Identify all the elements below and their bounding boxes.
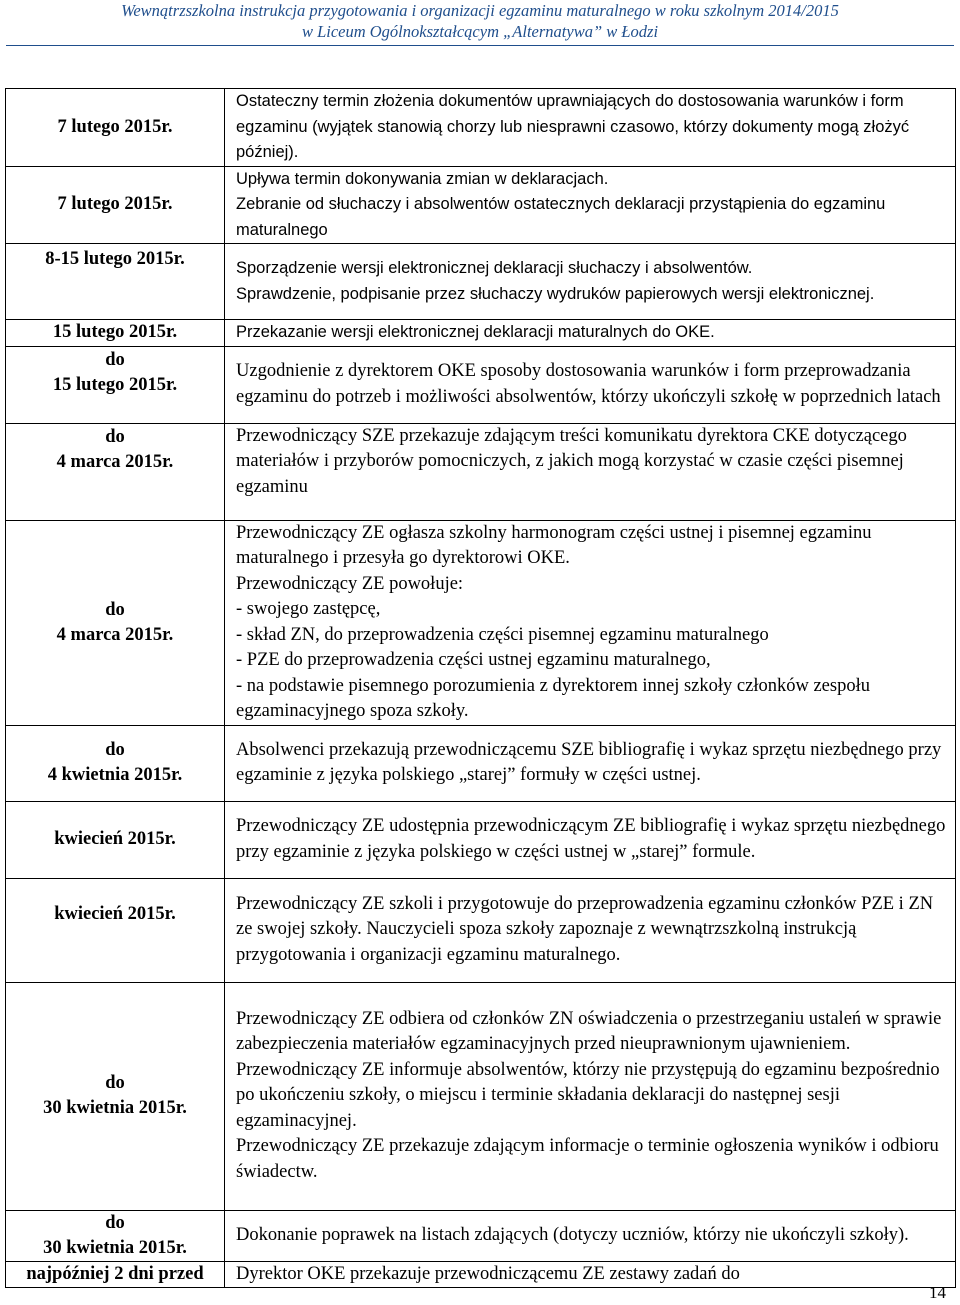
date-line: 8-15 lutego 2015r. xyxy=(45,249,185,269)
description-line: Przewodniczący ZE szkoli i przygotowuje do przeprowadzenia egzaminu członków PZE i ZN ze swojej szkoły. Nauczycieli spoza szkoły zapoznaje z wewnątrzszkolną instrukcją przygotowania i organizacji egzaminu maturalnego. xyxy=(236,893,934,965)
description-line: Przewodniczący ZE informuje absolwentów, którzy nie przystępują do egzaminu bezpośrednio po ukończeniu szkoły, o miejscu i terminie składania deklaracji do następnej sesji egzaminacyjnej. xyxy=(236,1059,940,1131)
description-line: - skład ZN, do przeprowadzenia części pisemnej egzaminu maturalnego xyxy=(236,624,769,645)
table-row xyxy=(6,520,956,725)
date-line: do xyxy=(105,349,125,370)
date-cell xyxy=(6,878,225,982)
description-cell xyxy=(225,1210,956,1261)
date-line: do xyxy=(105,426,125,447)
schedule-table xyxy=(5,88,956,1288)
date-line: 7 lutego 2015r. xyxy=(57,194,173,215)
page-number: 14 xyxy=(929,1283,946,1302)
description-line: Zebranie od słuchaczy i absolwentów ostatecznych deklaracji przystąpienia do egzaminu maturalnego xyxy=(236,195,886,239)
date-cell xyxy=(6,1210,225,1261)
date-line: do xyxy=(105,599,125,620)
description-line: Upływa termin dokonywania zmian w deklaracjach. xyxy=(236,169,609,188)
date-line: 4 marca 2015r. xyxy=(56,451,174,472)
table-row xyxy=(6,320,956,347)
description-cell xyxy=(225,520,956,725)
description-cell xyxy=(225,801,956,878)
date-line: 30 kwietnia 2015r. xyxy=(43,1237,187,1258)
table-row xyxy=(6,346,956,423)
description-line: - PZE do przeprowadzenia części ustnej egzaminu maturalnego, xyxy=(236,650,711,670)
table-row xyxy=(6,801,956,878)
date-line: do xyxy=(105,1073,125,1093)
header-divider xyxy=(6,45,954,46)
table-row xyxy=(6,423,956,520)
description-line: Uzgodnienie z dyrektorem OKE sposoby dostosowania warunków i form przeprowadzania egzaminu do potrzeb i możliwości absolwentów, którzy ukończyli szkołę w poprzednich latach xyxy=(236,361,941,407)
description-line: Absolwenci przekazują przewodniczącemu SZE bibliografię i wykaz sprzętu niezbędnego przy egzaminie z języka polskiego „starej” formuły w części ustnej. xyxy=(236,739,942,785)
date-cell xyxy=(6,320,225,347)
description-line: Przewodniczący ZE udostępnia przewodniczącym ZE bibliografię i wykaz sprzętu niezbędnego przy egzaminie z języka polskiego w części ustnej w „starej” formule. xyxy=(236,816,946,862)
description-line: Sporządzenie wersji elektronicznej deklaracji słuchaczy i absolwentów. xyxy=(236,259,753,277)
date-cell xyxy=(6,89,225,167)
description-line: Przewodniczący SZE przekazuje zdającym treści komunikatu dyrektora CKE dotyczącego materiałów i przyborów pomocniczych, z jakich mogą korzystać w czasie części pisemnej egzaminu xyxy=(236,425,907,497)
date-cell xyxy=(6,520,225,725)
page-header xyxy=(0,0,960,42)
description-line: - swojego zastępcę, xyxy=(236,599,381,619)
table-row xyxy=(6,1210,956,1261)
description-line: Przewodniczący ZE powołuje: xyxy=(236,573,464,594)
table-row xyxy=(6,1261,956,1288)
description-line: Przewodniczący ZE ogłasza szkolny harmonogram części ustnej i pisemnej egzaminu maturalnego i przesyła go dyrektorowi OKE. xyxy=(236,522,872,568)
table-row xyxy=(6,89,956,167)
date-line: 4 marca 2015r. xyxy=(56,624,174,645)
date-line: 4 kwietnia 2015r. xyxy=(47,765,183,785)
description-line: Przewodniczący ZE odbiera od członków ZN oświadczenia o przestrzeganiu ustaleń w sprawie zabezpieczenia materiałów egzaminacyjnych przed nieuprawnionym ujawnieniem. xyxy=(236,1008,942,1055)
description-line: Przewodniczący ZE przekazuje zdającym informacje o terminie ogłoszenia wyników i odbioru świadectw. xyxy=(236,1136,939,1182)
date-line: 15 lutego 2015r. xyxy=(52,322,178,343)
date-cell xyxy=(6,982,225,1210)
table-row xyxy=(6,982,956,1210)
date-line: 30 kwietnia 2015r. xyxy=(43,1098,187,1118)
date-line: kwiecień 2015r. xyxy=(54,829,176,849)
date-cell xyxy=(6,1261,225,1288)
description-line: Dokonanie poprawek na listach zdających (dotyczy uczniów, którzy nie ukończyli szkoły). xyxy=(236,1224,909,1245)
date-cell xyxy=(6,801,225,878)
description-cell xyxy=(225,89,956,167)
description-cell xyxy=(225,166,956,244)
date-line: do xyxy=(105,740,125,760)
description-cell xyxy=(225,346,956,423)
header-title-line2: w Liceum Ogólnokształcącym „Alternatywa” w Łodzi xyxy=(301,22,659,41)
date-cell xyxy=(6,244,225,320)
description-cell xyxy=(225,423,956,520)
date-line: 7 lutego 2015r. xyxy=(57,116,173,137)
date-cell xyxy=(6,725,225,801)
description-line: Dyrektor OKE przekazuje przewodniczącemu ZE zestawy zadań do xyxy=(236,1263,740,1284)
description-cell xyxy=(225,1261,956,1288)
description-line: - na podstawie pisemnego porozumienia z dyrektorem innej szkoły członków zespołu egzaminacyjnego spoza szkoły. xyxy=(236,675,870,721)
description-cell xyxy=(225,244,956,320)
date-cell xyxy=(6,423,225,520)
description-cell xyxy=(225,320,956,347)
date-line: 15 lutego 2015r. xyxy=(52,374,178,395)
description-cell xyxy=(225,878,956,982)
description-line: Sprawdzenie, podpisanie przez słuchaczy wydruków papierowych wersji elektronicznej. xyxy=(236,284,875,303)
description-line: Ostateczny termin złożenia dokumentów uprawniających do dostosowania warunków i form egzaminu (wyjątek stanowią chorzy lub niesprawni czasowo, którzy dokumenty mogą złożyć później). xyxy=(236,92,910,161)
date-cell xyxy=(6,346,225,423)
date-cell xyxy=(6,166,225,244)
table-row xyxy=(6,244,956,320)
header-title-line1: Wewnątrzszkolna instrukcja przygotowania i organizacji egzaminu maturalnego w roku szkolnym 2014/2015 xyxy=(121,1,839,20)
table-row xyxy=(6,725,956,801)
date-line: najpóźniej 2 dni przed xyxy=(26,1263,204,1284)
table-row xyxy=(6,166,956,244)
description-cell xyxy=(225,982,956,1210)
date-line: do xyxy=(105,1212,125,1233)
date-line: kwiecień 2015r. xyxy=(54,903,176,924)
description-cell xyxy=(225,725,956,801)
table-row xyxy=(6,878,956,982)
description-line: Przekazanie wersji elektronicznej deklaracji maturalnych do OKE. xyxy=(236,323,715,341)
